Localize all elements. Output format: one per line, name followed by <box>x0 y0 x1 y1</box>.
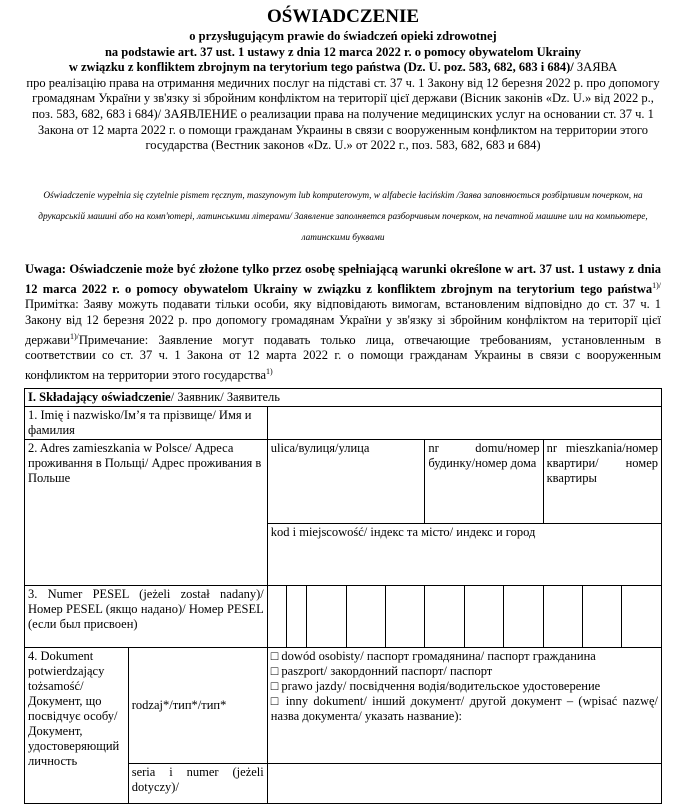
pesel-label: 3. Numer PESEL (jeżeli został nadany)/ Номер PESEL (якщо надано)/ Номер PESEL (если был присвоен) <box>25 586 268 648</box>
pesel-digit-box[interactable] <box>543 586 582 648</box>
name-field[interactable] <box>267 407 661 440</box>
section-header: I. Składający oświadczenie/ Заявник/ Заявитель <box>25 389 662 407</box>
pesel-digit-box[interactable] <box>504 586 543 648</box>
option-driving-license[interactable]: □ prawo jazdy/ посвідчення водія/водительское удостоверение <box>270 679 601 693</box>
house-number-field[interactable]: nr domu/номер будинку/номер дома <box>425 440 543 524</box>
pesel-digit-box[interactable] <box>385 586 424 648</box>
pesel-digit-box[interactable] <box>287 586 307 648</box>
document-type-label: rodzaj*/тип*/тип* <box>128 648 267 764</box>
series-number-label: seria i numer (jeżeli dotyczy)/ <box>128 764 267 804</box>
option-passport[interactable]: □ paszport/ закордонний паспорт/ паспорт <box>270 664 493 678</box>
header-line-3: w związku z konfliktem zbrojnym na terytorium tego państwa (Dz. U. poz. 583, 682, 683 i 684)/ ЗАЯВА <box>68 60 618 75</box>
option-other-document[interactable]: □ inny dokument/ інший документ/ другой документ – (wpisać nazwę/ назва документа/ указать название): <box>270 694 658 723</box>
postal-city-field[interactable]: kod i miejscowość/ індекс та місто/ индекс и город <box>267 524 661 586</box>
fill-instructions: Oświadczenie wypełnia się czytelnie pismem ręcznym, maszynowym lub komputerowym, w alfabecie łacińskim /Заява заповнюється розбірливим почерком, на друкарській машині або на комп'ютері, латинськими літерами/ Заявление заполняется разборчивым почерком, на печатной машине или на компьютере, латинскими буквами <box>38 191 648 243</box>
pesel-digit-box[interactable] <box>425 586 464 648</box>
street-field[interactable]: ulica/вулиця/улица <box>267 440 425 524</box>
header-line-1: o przysługującym prawie do świadczeń opieki zdrowotnej <box>189 29 497 43</box>
pesel-digit-box[interactable] <box>583 586 622 648</box>
apartment-number-field[interactable]: nr mieszkania/номер квартири/ номер квартиры <box>543 440 661 524</box>
header-translation: про реалізацію права на отримання медичних послуг на підставі ст. 37 ч. 1 Закону від 12 березня 2022 р. про допомогу громадянам України у зв'язку зі збройним конфліктом на території цієї держави (Вісник законів «Dz. U.» від 2022 р., поз. 583, 682, 683 і 684)/ ЗАЯВЛЕНИЕ о реализации права на получение медицинских услуг на основании ст. 37 ч. 1 Закона от 12 марта 2022 г. о помощи гражданам Украины в связи с вооруженным конфликтом на территории этого государства (Вестник законов «Dz. U.» от 2022 г., поз. 583, 682, 683 и 684) <box>26 75 660 153</box>
document-type-options <box>267 648 661 764</box>
address-label: 2. Adres zamieszkania w Polsce/ Адреса проживання в Польщі/ Адрес проживания в Польше <box>25 440 268 586</box>
pesel-digit-box[interactable] <box>346 586 385 648</box>
pesel-digit-box[interactable] <box>622 586 662 648</box>
option-id-card[interactable]: □ dowód osobisty/ паспорт громадянина/ паспорт гражданина <box>270 649 596 663</box>
id-document-label: 4. Dokument potwierdzający tożsamość/ Документ, що посвідчує особу/ Документ, удостоверяющий личность <box>25 648 129 804</box>
uwaga-notice: Uwaga: Oświadczenie może być złożone tylko przez osobę spełniającą warunki określone w art. 37 ust. 1 ustawy z dnia 12 marca 2022 r. o pomocy obywatelom Ukrainy w związku z konfliktem zbrojnym na terytorium tego państwa$^{1)/}$ Примітка: Заяву можуть подавати тільки особи, яку відповідають вимогам, встановленим відповідно до ст. 37 ч. 1 Закону від 12 березня 2022 р. про допомогу громадянам України у зв'язку зі збройним конфліктом на території цієї держави$^{1)/}$Примечание: Заявление могут подавать только лица, отвечающие требованиям, установленным в соответствии со ст. 37 ч. 1 Закона от 12 марта 2022 г. о помощи гражданам Украины в связи с вооруженным конфликтом на территории этого государства$^{1)}$ <box>25 262 661 383</box>
pesel-digit-box[interactable] <box>267 586 287 648</box>
name-label: 1. Imię i nazwisko/Ім’я та прізвище/ Имя и фамилия <box>25 407 268 440</box>
header-line-2: na podstawie art. 37 ust. 1 ustawy z dnia 12 marca 2022 r. o pomocy obywatelom Ukrainy <box>104 44 582 59</box>
document-header <box>25 29 661 154</box>
declarant-form-table <box>24 388 662 804</box>
series-number-field[interactable] <box>267 764 661 804</box>
document-title: OŚWIADCZENIE <box>266 6 420 27</box>
pesel-digit-box[interactable] <box>307 586 346 648</box>
pesel-digit-box[interactable] <box>464 586 503 648</box>
